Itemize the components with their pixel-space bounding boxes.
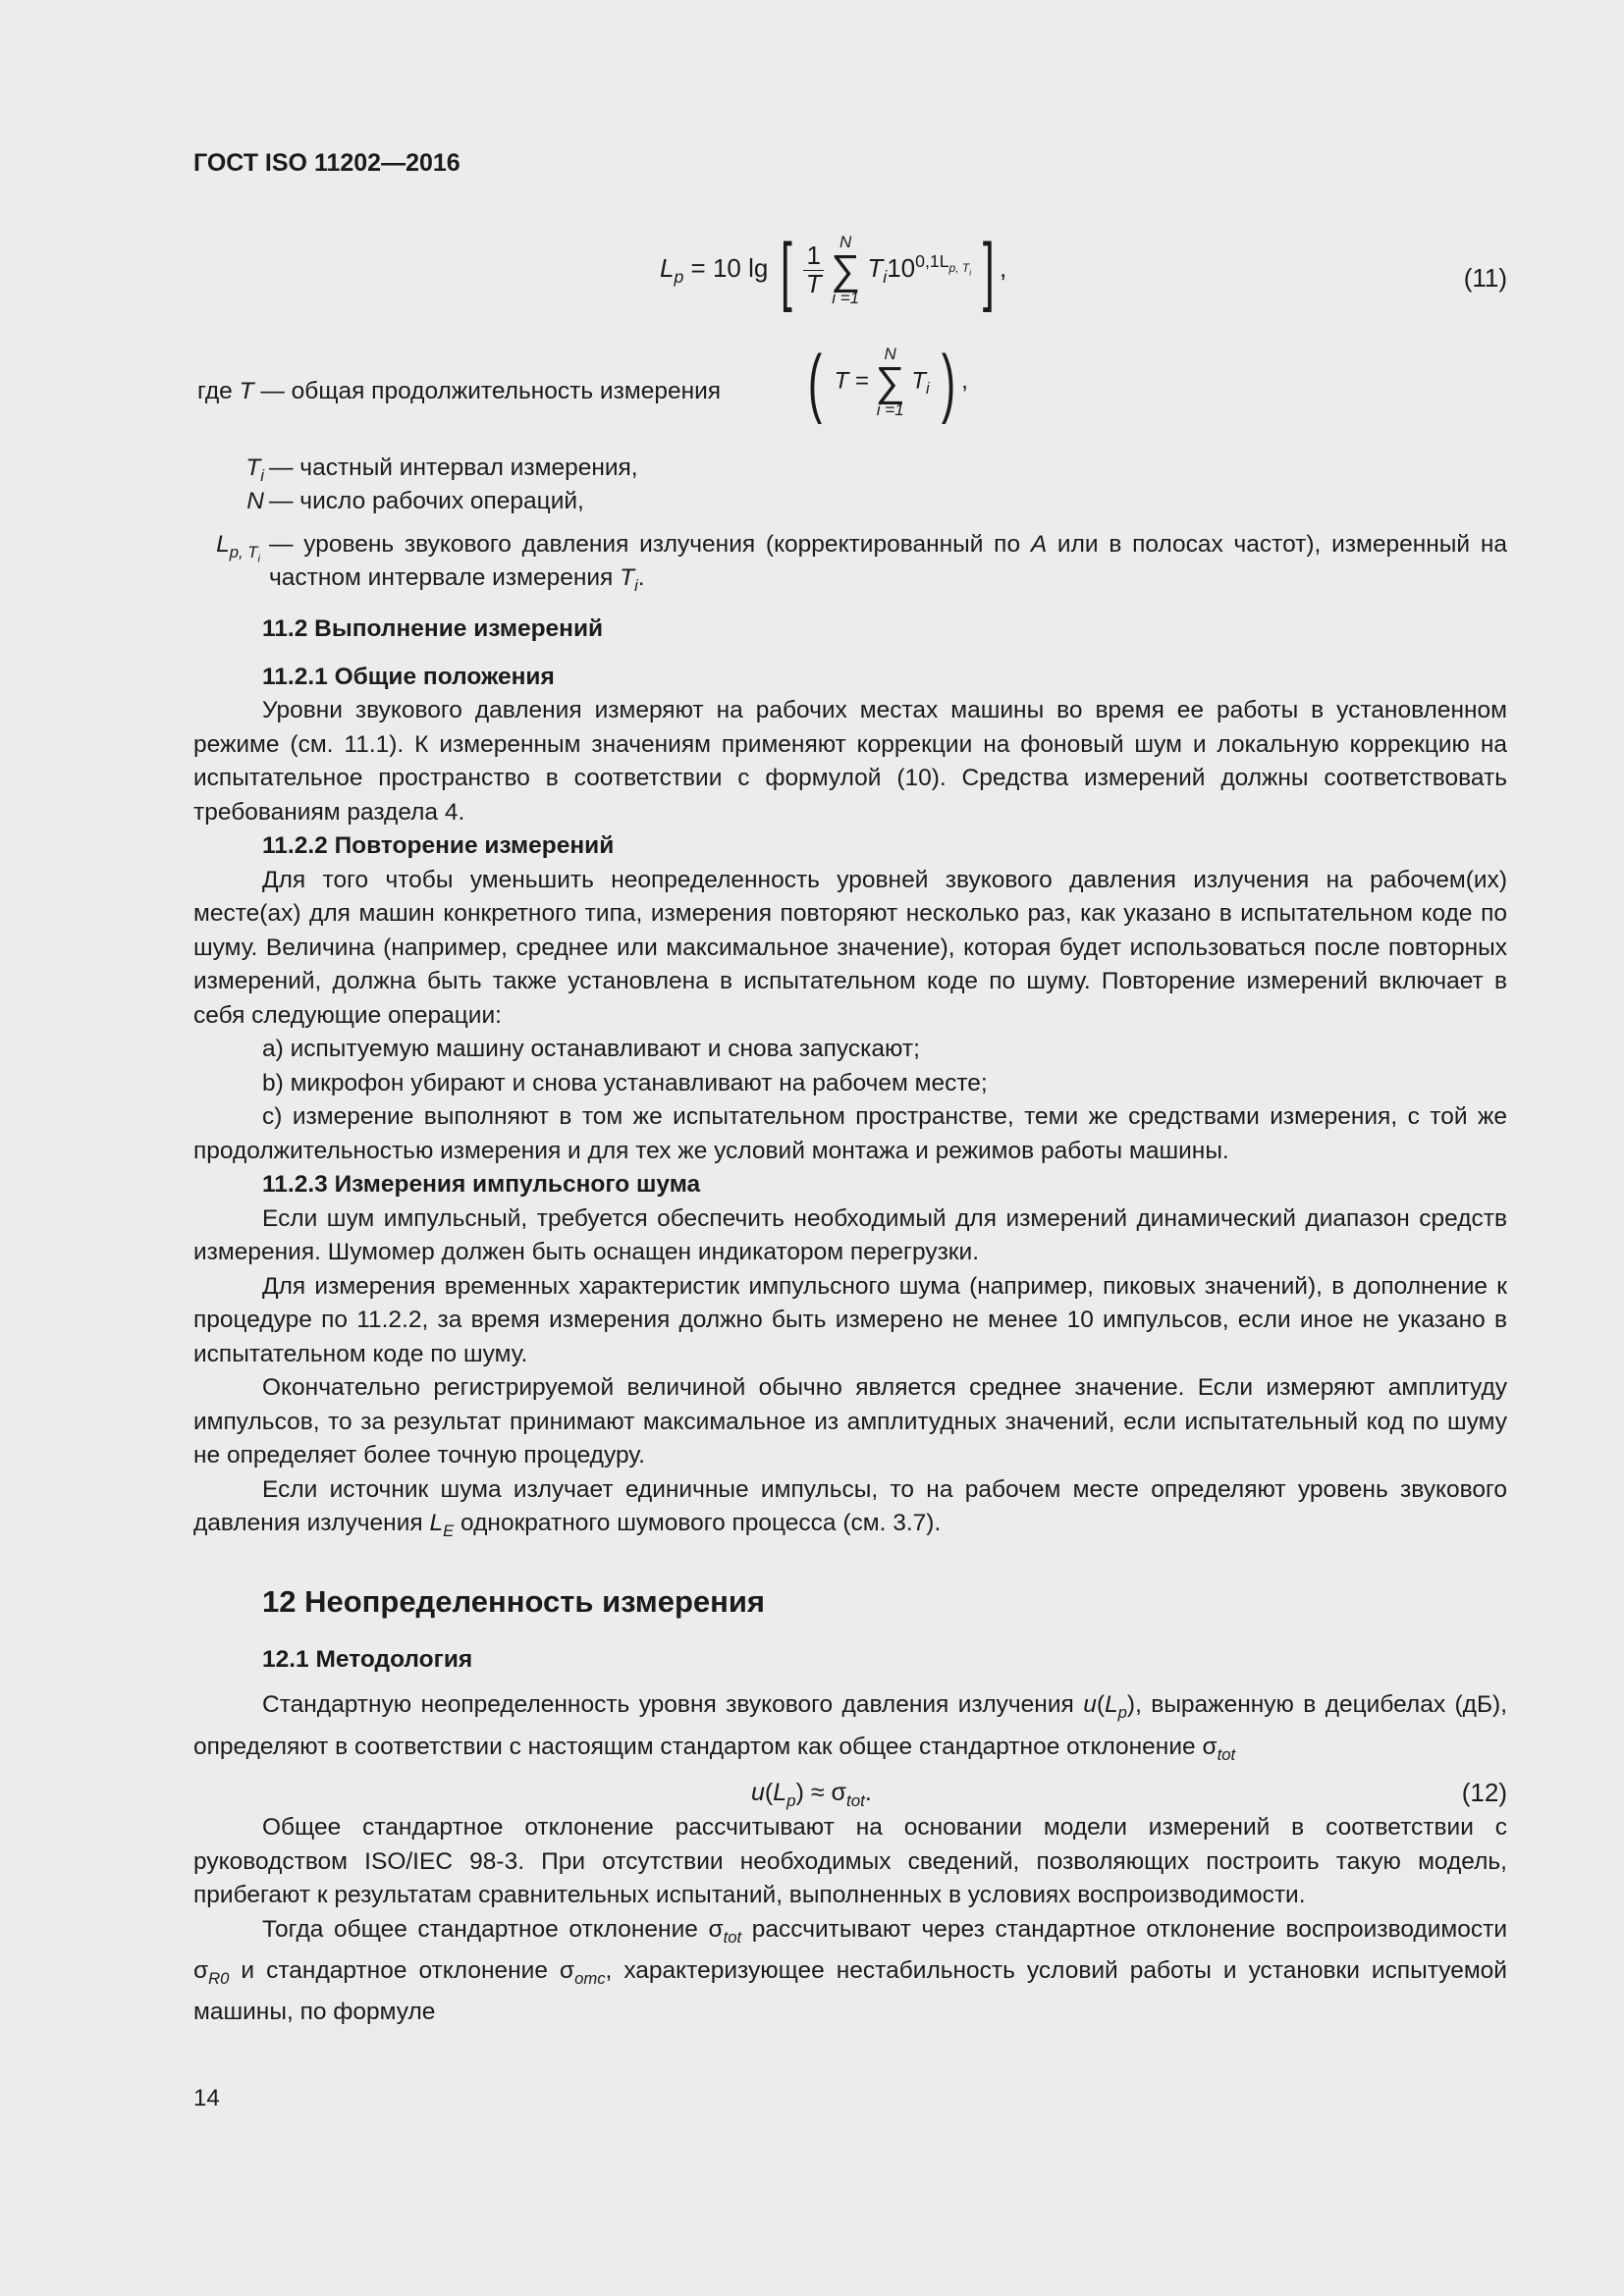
eq12-rel: ≈ σ	[810, 1779, 846, 1807]
paragraph-11-2-3-2: Для измерения временных характеристик импульсного шума (например, пиковых значений), в дополнение к процедуре по 11.2.2, за время измерения должно быть измерено не менее 10 импульсов, если иное не указано в испытательном коде по шуму.	[193, 1272, 1507, 1367]
eq12-p: p	[786, 1791, 796, 1811]
def-T-text: — общая продолжительность измерения	[260, 378, 722, 404]
page-number: 14	[193, 2085, 220, 2111]
def-prefix: где	[197, 378, 233, 404]
eq12-u: u	[751, 1779, 765, 1807]
formula-11: $L_p = 10$ lg [ $\frac{1}{T}$ N ∑ i =1 $T_i10^{0,1L_{p, T_i}}$ ] , (11)	[660, 227, 1507, 313]
formula-lhs: L	[660, 252, 675, 283]
heading-12: 12 Неопределенность измерения	[262, 1584, 765, 1620]
p12-1-p: p	[1117, 1703, 1127, 1723]
formula-pow-exp-sub: p, T	[948, 260, 970, 275]
list-item-c: c) измерение выполняют в том же испытательном пространстве, теми же средствами измерения, с той же продолжительностью измерения и для тех же условий монтажа и режимов работы машины.	[193, 1103, 1507, 1164]
p12-1-L: L	[1105, 1691, 1118, 1719]
def-N-text: — число рабочих операций,	[269, 488, 584, 514]
def-LpTi-T: T	[620, 564, 635, 591]
p3-R0: R0	[208, 1968, 230, 1988]
eq12-end: .	[864, 1779, 872, 1807]
p4-text-2: однократного шумового процесса (см. 3.7).	[460, 1510, 942, 1536]
sum-lower: i =1	[832, 288, 860, 307]
formula-pow-base: 10	[887, 252, 916, 283]
formula-12	[193, 1772, 1507, 1811]
heading-11-2: 11.2 Выполнение измерений	[262, 615, 604, 642]
eq12-tot: tot	[846, 1791, 865, 1811]
fraction-numerator: 1	[803, 242, 823, 270]
list-item-b: b) микрофон убирают и снова устанавливают на рабочем месте;	[262, 1069, 988, 1096]
heading-11-2-2: 11.2.2 Повторение измерений	[262, 832, 615, 859]
def-LpTi-text-2: или в полосах частот), измеренный на частном интервале измерения	[269, 531, 1508, 591]
document-header: ГОСТ ISO 11202—2016	[193, 149, 460, 177]
p3-text-4: , характеризующее нестабильность условий работы и установки испытуемой машины, по формуле	[193, 1957, 1507, 2026]
formula-fraction	[803, 242, 823, 297]
p3-tot: tot	[723, 1927, 742, 1947]
formula-12-expression: $u(L_p) \approx \sigma_{tot}$.	[751, 1779, 872, 1811]
def-N-symbol: N	[246, 488, 264, 514]
heading-12-1: 12.1 Методология	[262, 1645, 473, 1673]
p4-LE-sub: E	[443, 1521, 455, 1540]
p3-text-1: Тогда общее стандартное отклонение σ	[262, 1915, 724, 1943]
paragraph-12-1-2: Общее стандартное отклонение рассчитывают на основании модели измерений в соответствии с руководством ISO/IEC 98-3. При отсутствии необходимых сведений, позволяющих построить такую модель, прибегают к результатам сравнительных испытаний, выполненных в условиях воспроизводимости.	[193, 1814, 1507, 1909]
def-LpTi-subsub: i	[257, 553, 260, 565]
paragraph-11-2-3-1: Если шум импульсный, требуется обеспечить необходимый для измерений динамический диапазон средств измерения. Шумомер должен быть оснащен индикатором перегрузки.	[193, 1204, 1507, 1265]
p12-1-text-1: Стандартную неопределенность уровня звукового давления излучения	[262, 1691, 1074, 1719]
paragraph-11-2-3-3: Окончательно регистрируемой величиной обычно является среднее значение. Если измеряют амплитуду импульсов, то за результат принимают максимальное из амплитудных значений, если испытательный код по шуму не определяет более точную процедуру.	[193, 1374, 1507, 1468]
paragraph-11-2-2: Для того чтобы уменьшить неопределенность уровней звукового давления излучения на рабочем(их) месте(ах) для машин конкретного типа, измерения повторяют несколько раз, как указано в испытательном коде по шуму. Величина (например, среднее или максимальное значение), которая будет использоваться после повторных измерений, должна быть также установлена в испытательном коде по шуму. Повторение измерений включает в себя следующие операции:	[193, 866, 1507, 1029]
def-T-symbol: T	[239, 378, 254, 404]
equation-number-11: (11)	[1463, 263, 1507, 293]
def-LpTi-symbol: L	[216, 531, 230, 558]
def-Ti	[193, 452, 1507, 485]
def-LpTi-text-1: — уровень звукового давления излучения (корректированный по	[269, 531, 1021, 558]
fraction-denominator: T	[805, 268, 822, 298]
heading-11-2-3: 11.2.3 Измерения импульсного шума	[262, 1171, 701, 1198]
inline-Ti-sub: i	[925, 380, 930, 399]
formula-Ti-sub: i	[883, 267, 888, 288]
formula-lhs-sub: p	[674, 267, 684, 288]
paragraph-11-2-1: Уровни звукового давления измеряют на рабочих местах машины во время ее работы в установленном режиме (см. 11.1). К измеренным значениям применяют коррекции на фоновый шум и локальную коррекцию на испытательное пространство в соответствии с формулой (10). Средства измерений должны соответствовать требованиям раздела 4.	[193, 697, 1507, 826]
def-Ti-text: — частный интервал измерения,	[269, 454, 638, 481]
def-LpTi	[193, 528, 1507, 599]
inline-T: T	[834, 367, 849, 395]
p3-text-3: и стандартное отклонение σ	[241, 1957, 575, 1985]
paragraph-11-2-3-4	[193, 1473, 1507, 1549]
formula-pow-exp: 0,1L	[915, 251, 949, 272]
inline-sum-lower: i =1	[876, 400, 904, 419]
def-LpTi-text	[269, 528, 1507, 603]
sum-upper: N	[839, 233, 852, 252]
def-Ti-symbol: T	[245, 454, 261, 481]
formula-Ti: T	[867, 252, 884, 283]
formula-pow-exp-subsub: i	[969, 268, 972, 278]
inline-Ti: T	[911, 367, 926, 395]
p4-text-1: Если источник шума излучает единичные импульсы, то на рабочем месте определяют уровень звукового давления излучения	[193, 1475, 1507, 1536]
list-item-a: a) испытуемую машину останавливают и снова запускают;	[262, 1036, 920, 1062]
body-text	[193, 613, 1507, 2030]
def-LpTi-A: A	[1030, 531, 1048, 558]
heading-11-2-1: 11.2.1 Общие положения	[262, 663, 555, 690]
paragraph-12-1-1: Стандартную неопределенность уровня звукового давления излучения $u(L_p)$, выраженную в децибелах (дБ), определяют в соответствии с настоящим стандартом как общее стандартное отклонение $\sigma_{tot}$	[193, 1691, 1507, 1764]
inline-tail: ,	[961, 367, 968, 395]
inline-sum-upper: N	[884, 345, 896, 364]
def-T	[193, 339, 1507, 437]
formula-tail: ,	[999, 252, 1007, 283]
inline-eq: =	[855, 367, 870, 395]
inline-sum: N ∑ i =1	[875, 345, 905, 419]
def-T-formula: ( T = N ∑ i =1 $T_i$ ) ,	[807, 339, 968, 425]
def-Ti-sub: i	[260, 465, 264, 485]
sum-symbol: N ∑ i =1	[831, 233, 861, 307]
p12-1-u: u	[1083, 1691, 1097, 1719]
p3-omc: omc	[574, 1968, 606, 1988]
def-LpTi-end: .	[637, 564, 645, 591]
p12-1-tot: tot	[1217, 1744, 1236, 1764]
def-LpTi-T-sub: i	[634, 575, 638, 595]
eq12-L: L	[773, 1779, 787, 1807]
paragraph-12-1-3	[193, 1913, 1507, 2030]
equation-number-12: (12)	[1461, 1778, 1507, 1808]
def-LpTi-sub: p, T	[229, 542, 258, 561]
formula-ten-lg: = 10 lg	[690, 252, 769, 283]
def-N	[193, 485, 1507, 518]
p3-text-2: рассчитывают через стандартное отклонение воспроизводимости σ	[193, 1915, 1508, 1985]
p4-LE-symbol: L	[429, 1510, 444, 1536]
p12-1-text-2: , выраженную в децибелах (дБ), определяют в соответствии с настоящим стандартом как общее стандартное отклонение σ	[193, 1691, 1507, 1760]
